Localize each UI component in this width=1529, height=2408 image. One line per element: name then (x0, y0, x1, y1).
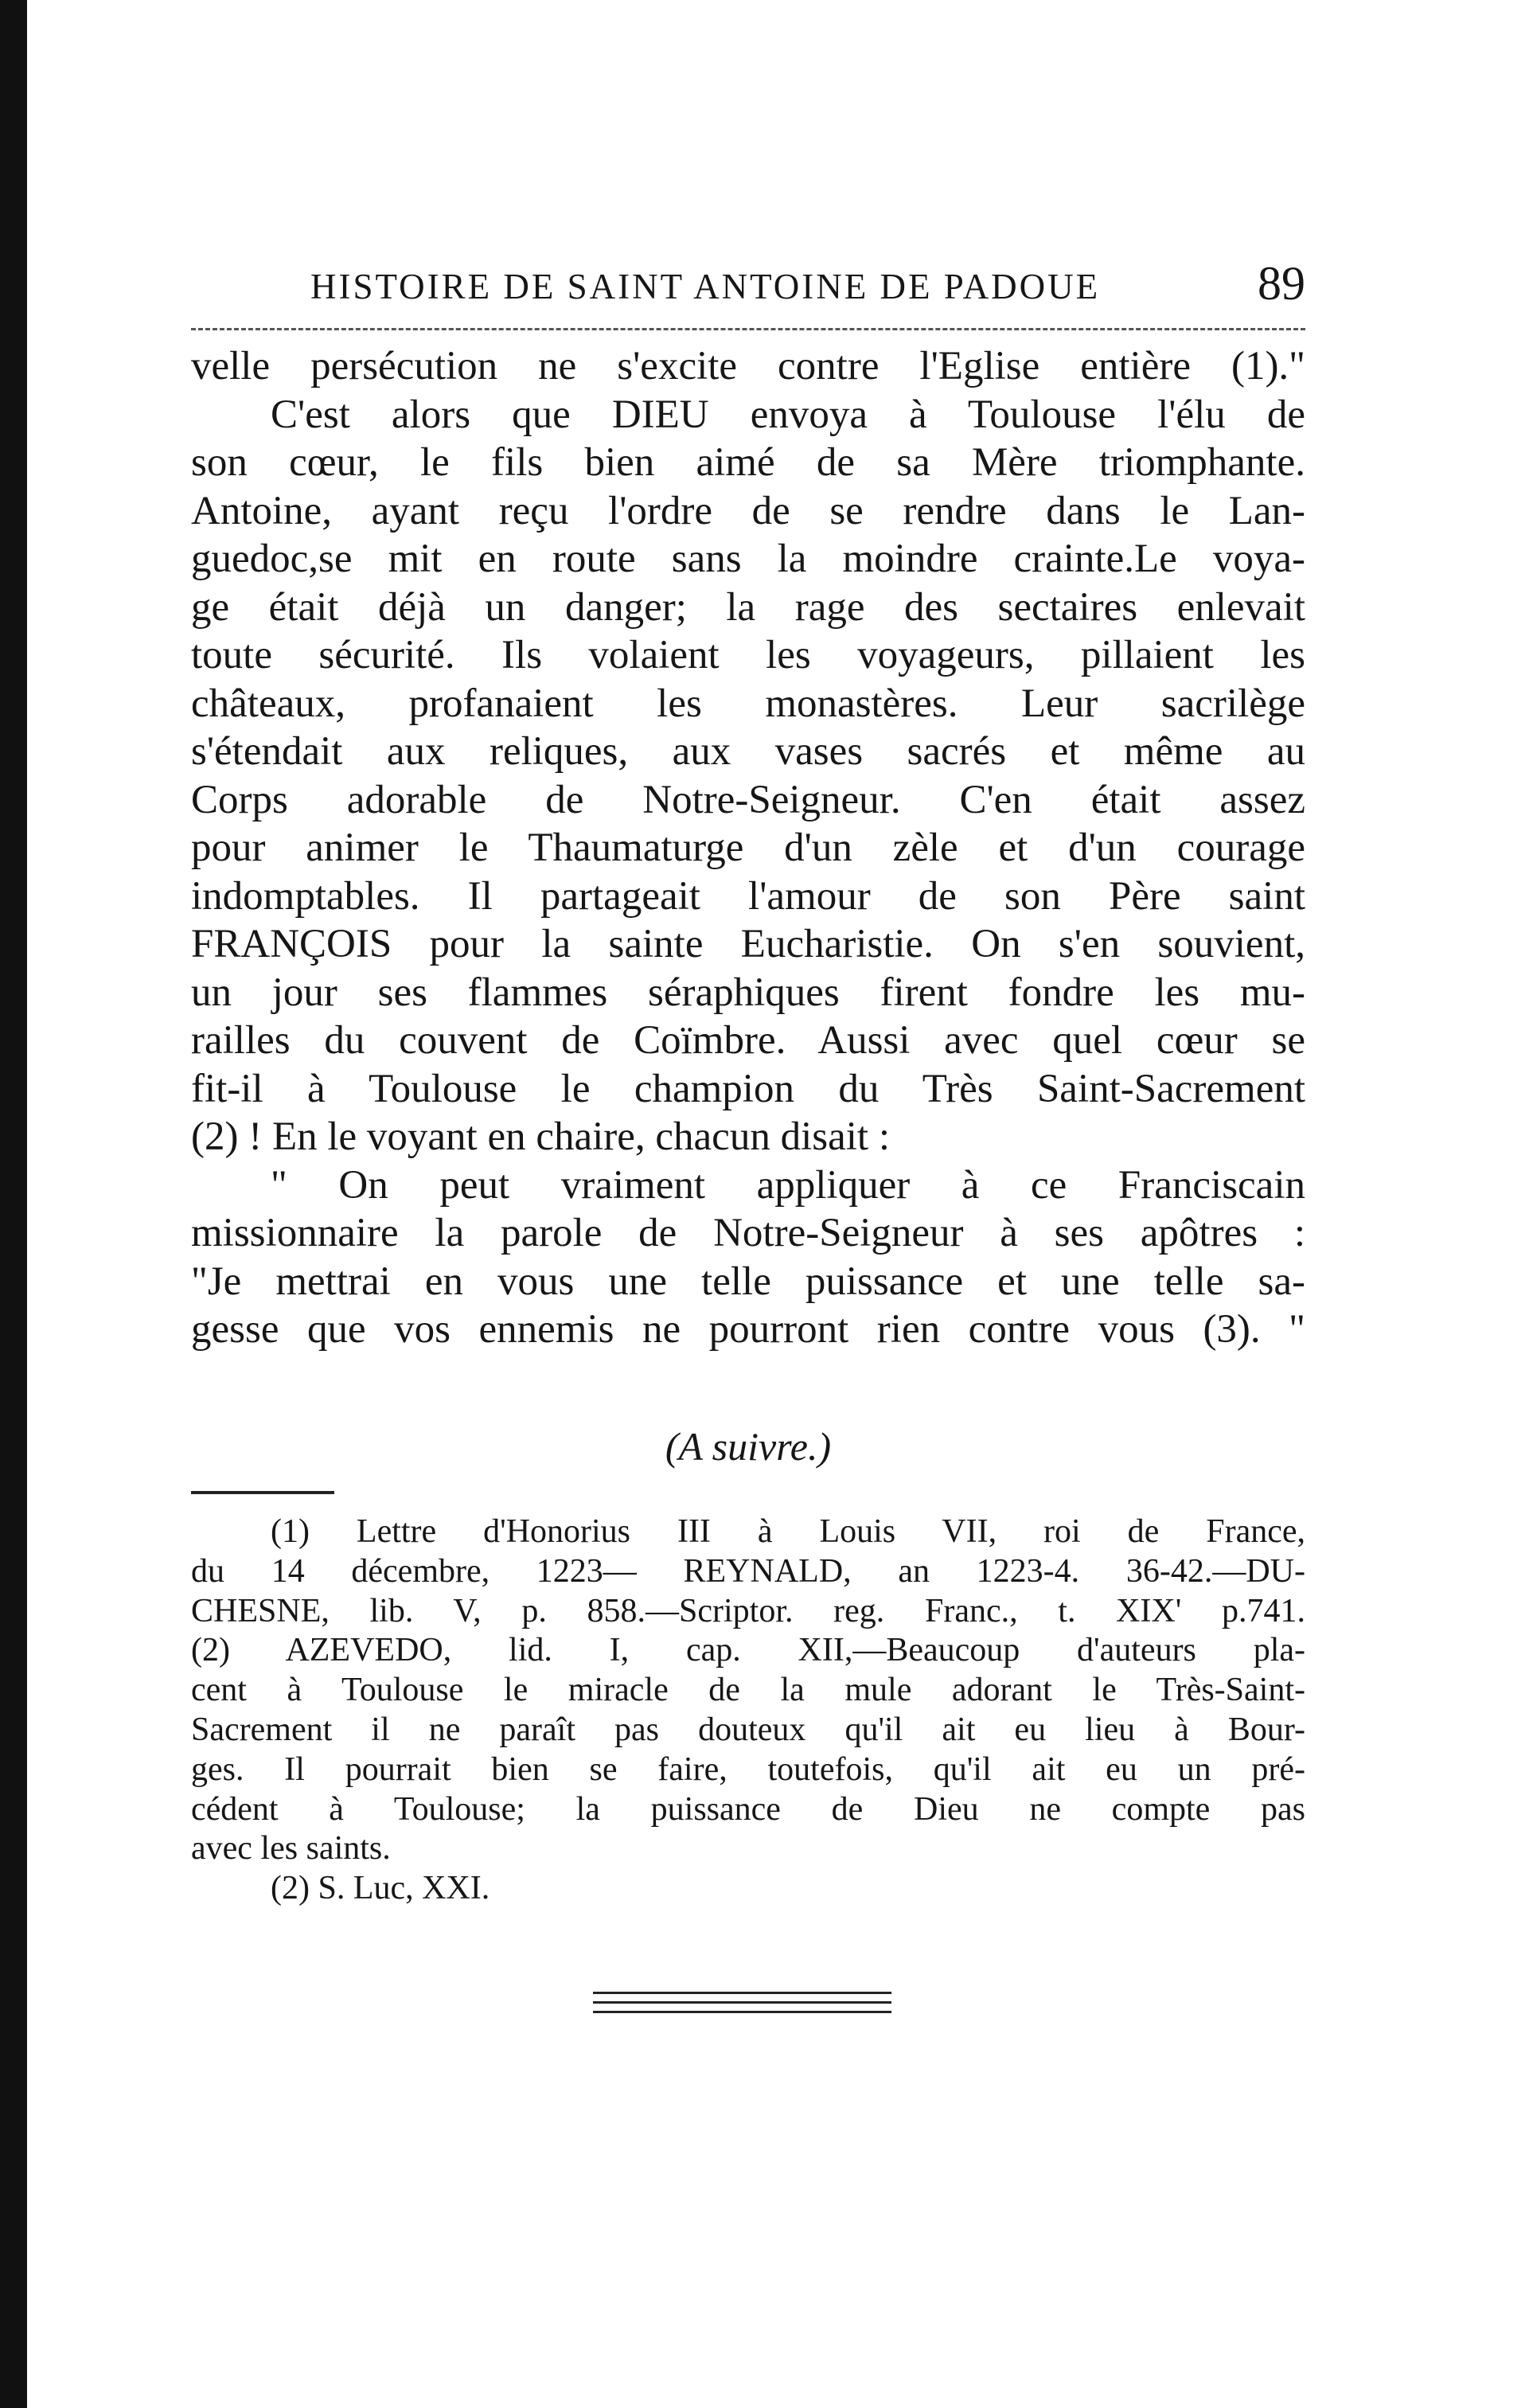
body-text (191, 342, 1305, 1354)
text-line: un jour ses flammes séraphiques firent fondre les mu- (191, 970, 1305, 1015)
page-header (191, 248, 1305, 325)
footnote-line: ges. Il pourrait bien se faire, toutefois, qu'il ait eu un pré- (191, 1750, 1305, 1788)
text-line: "Je mettrai en vous une telle puissance et une telle sa- (191, 1259, 1305, 1304)
text-line: Corps adorable de Notre-Seigneur. C'en était assez (191, 777, 1305, 822)
text-line: s'étendait aux reliques, aux vases sacrés et même au (191, 729, 1305, 774)
text-line: FRANÇOIS pour la sainte Eucharistie. On s'en souvient, (191, 922, 1305, 966)
footnote-line: (2) S. Luc, XXI. (271, 1870, 490, 1907)
text-line: C'est alors que DIEU envoya à Toulouse l'élu de (271, 392, 1305, 437)
text-line: velle persécution ne s'excite contre l'Eglise entière (1)." (191, 344, 1305, 388)
footnote-rule (191, 1491, 334, 1494)
text-line: " On peut vraiment appliquer à ce Franciscain (271, 1162, 1305, 1208)
footnote-line: CHESNE, lib. V, p. 858.—Scriptor. reg. Franc., t. XIX' p.741. (191, 1592, 1305, 1629)
end-rule (593, 2011, 891, 2013)
text-line: (2) ! En le voyant en chaire, chacun disait : (191, 1114, 890, 1159)
text-line: Antoine, ayant reçu l'ordre de se rendre dans le Lan- (191, 488, 1305, 533)
header-rule (191, 328, 1305, 330)
footnote-line: du 14 décembre, 1223— REYNALD, an 1223-4. 36-42.—DU- (191, 1552, 1305, 1590)
footnote-line: cédent à Toulouse; la puissance de Dieu ne compte pas (191, 1790, 1305, 1828)
footnote-line: (1) Lettre d'Honorius III à Louis VII, roi de France, (271, 1513, 1305, 1550)
text-line: railles du couvent de Coïmbre. Aussi avec quel cœur se (191, 1018, 1305, 1063)
text-line: missionnaire la parole de Notre-Seigneur à ses apôtres : (191, 1211, 1305, 1255)
text-line: guedoc,se mit en route sans la moindre crainte.Le voya- (191, 537, 1305, 581)
text-line: toute sécurité. Ils volaient les voyageurs, pillaient les (191, 633, 1305, 677)
page-number: 89 (1258, 257, 1305, 310)
text-line: châteaux, profanaient les monastères. Leur sacrilège (191, 681, 1305, 726)
text-line: son cœur, le fils bien aimé de sa Mère triomphante. (191, 440, 1305, 485)
running-title: HISTOIRE DE SAINT ANTOINE DE PADOUE (310, 267, 1101, 306)
text-line: pour animer le Thaumaturge d'un zèle et d'un courage (191, 825, 1305, 870)
text-line: ge était déjà un danger; la rage des sectaires enlevait (191, 584, 1305, 630)
footnotes (191, 1512, 1305, 1909)
footnote-line: Sacrement il ne paraît pas douteux qu'il ait eu lieu à Bour- (191, 1711, 1305, 1748)
footnote-line: cent à Toulouse le miracle de la mule adorant le Très-Saint- (191, 1672, 1305, 1709)
end-rule (593, 1992, 891, 1994)
text-line: indomptables. Il partageait l'amour de son Père saint (191, 873, 1305, 919)
text-line: gesse que vos ennemis ne pourront rien contre vous (3). " (191, 1307, 1305, 1352)
to-follow-note: (A suivre.) (665, 1424, 832, 1469)
binding-edge (0, 0, 27, 2408)
text-line: fit-il à Toulouse le champion du Très Saint-Sacrement (191, 1066, 1305, 1111)
end-rule (593, 2001, 891, 2004)
footnote-line: avec les saints. (191, 1830, 391, 1867)
footnote-line: (2) AZEVEDO, lid. I, cap. XII,—Beaucoup d'auteurs pla- (191, 1632, 1305, 1669)
